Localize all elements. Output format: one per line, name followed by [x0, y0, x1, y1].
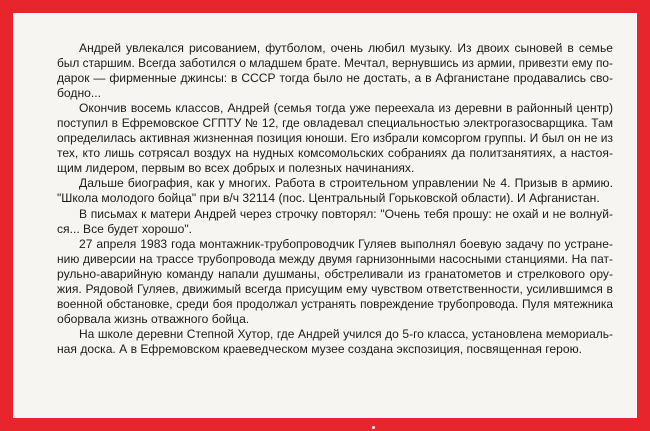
text-line: ся... Все будет хорошо".	[57, 221, 192, 236]
text-line: ная доска. А в Ефремовском краеведческом музее создана экспозиция, посвященная герою.	[57, 341, 583, 356]
text-line: бодно...	[57, 86, 101, 101]
paragraph	[57, 176, 613, 206]
text-line: военной обстановке, среди боя продолжал устранять повреждение трубопровода. Пуля мятежника	[57, 296, 613, 311]
text-line: тех, кто лишь сотрясал воздух на нудных комсомольских собраниях да политзанятиях, а настоя-	[57, 146, 613, 161]
text-line: "Школа молодого бойца" при в/ч 32114 (пос. Центральный Горьковской области). И Афганистан.	[57, 191, 600, 206]
text-line: определилась активная жизненная позиция юноши. Его избрали комсоргом группы. И был он не из	[57, 131, 613, 146]
text-line: На школе деревни Степной Хутор, где Андрей учился до 5-го класса, установлена мемориаль-	[79, 326, 613, 341]
text-line: был старшим. Всегда заботился о младшем брате. Мечтал, вернувшись из армии, привезти ему по-	[57, 56, 613, 71]
text-line: оборвала жизнь отважного бойца.	[57, 311, 250, 326]
text-line: Окончив восемь классов, Андрей (семья тогда уже переехала из деревни в районный центр)	[79, 101, 613, 116]
paragraph	[57, 237, 613, 327]
text-line: рульно-аварийную команду напали душманы, обстреливали из гранатометов и стрелкового ору-	[57, 266, 613, 281]
paragraph	[57, 327, 613, 357]
article-text	[57, 41, 613, 357]
text-line: жия. Рядовой Гуляев, движимый всегда присущим ему чувством ответственности, усилившимся в	[57, 281, 613, 296]
document-page	[13, 13, 637, 418]
text-line: В письмах к матери Андрей через строчку повторял: "Очень тебя прошу: не охай и не волнуй-	[79, 206, 613, 221]
text-line: Андрей увлекался рисованием, футболом, очень любил музыку. Из двоих сыновей в семье	[79, 41, 613, 55]
text-line: Дальше биография, как у многих. Работа в строительном управлении № 4. Призыв в армию.	[79, 176, 613, 191]
text-line: 27 апреля 1983 года монтажник-трубопроводчик Гуляев выполнял боевую задачу по устране-	[79, 236, 613, 251]
binding-hole	[372, 426, 375, 429]
text-line: поступил в Ефремовское СГПТУ № 12, где овладевал специальностью электрогазосварщика. Там	[57, 116, 613, 131]
text-line: нию диверсии на трассе трубопровода между двумя гарнизонными насосными станциями. На пат-	[57, 251, 613, 266]
paragraph	[57, 101, 613, 176]
text-line: щим лидером, первым во всех добрых и полезных начинаниях.	[57, 161, 415, 176]
text-line: дарок — фирменные джинсы: в СССР тогда было не достать, а в Афганистане продавались сво-	[57, 71, 613, 86]
paragraph	[57, 207, 613, 237]
paragraph	[57, 41, 613, 101]
